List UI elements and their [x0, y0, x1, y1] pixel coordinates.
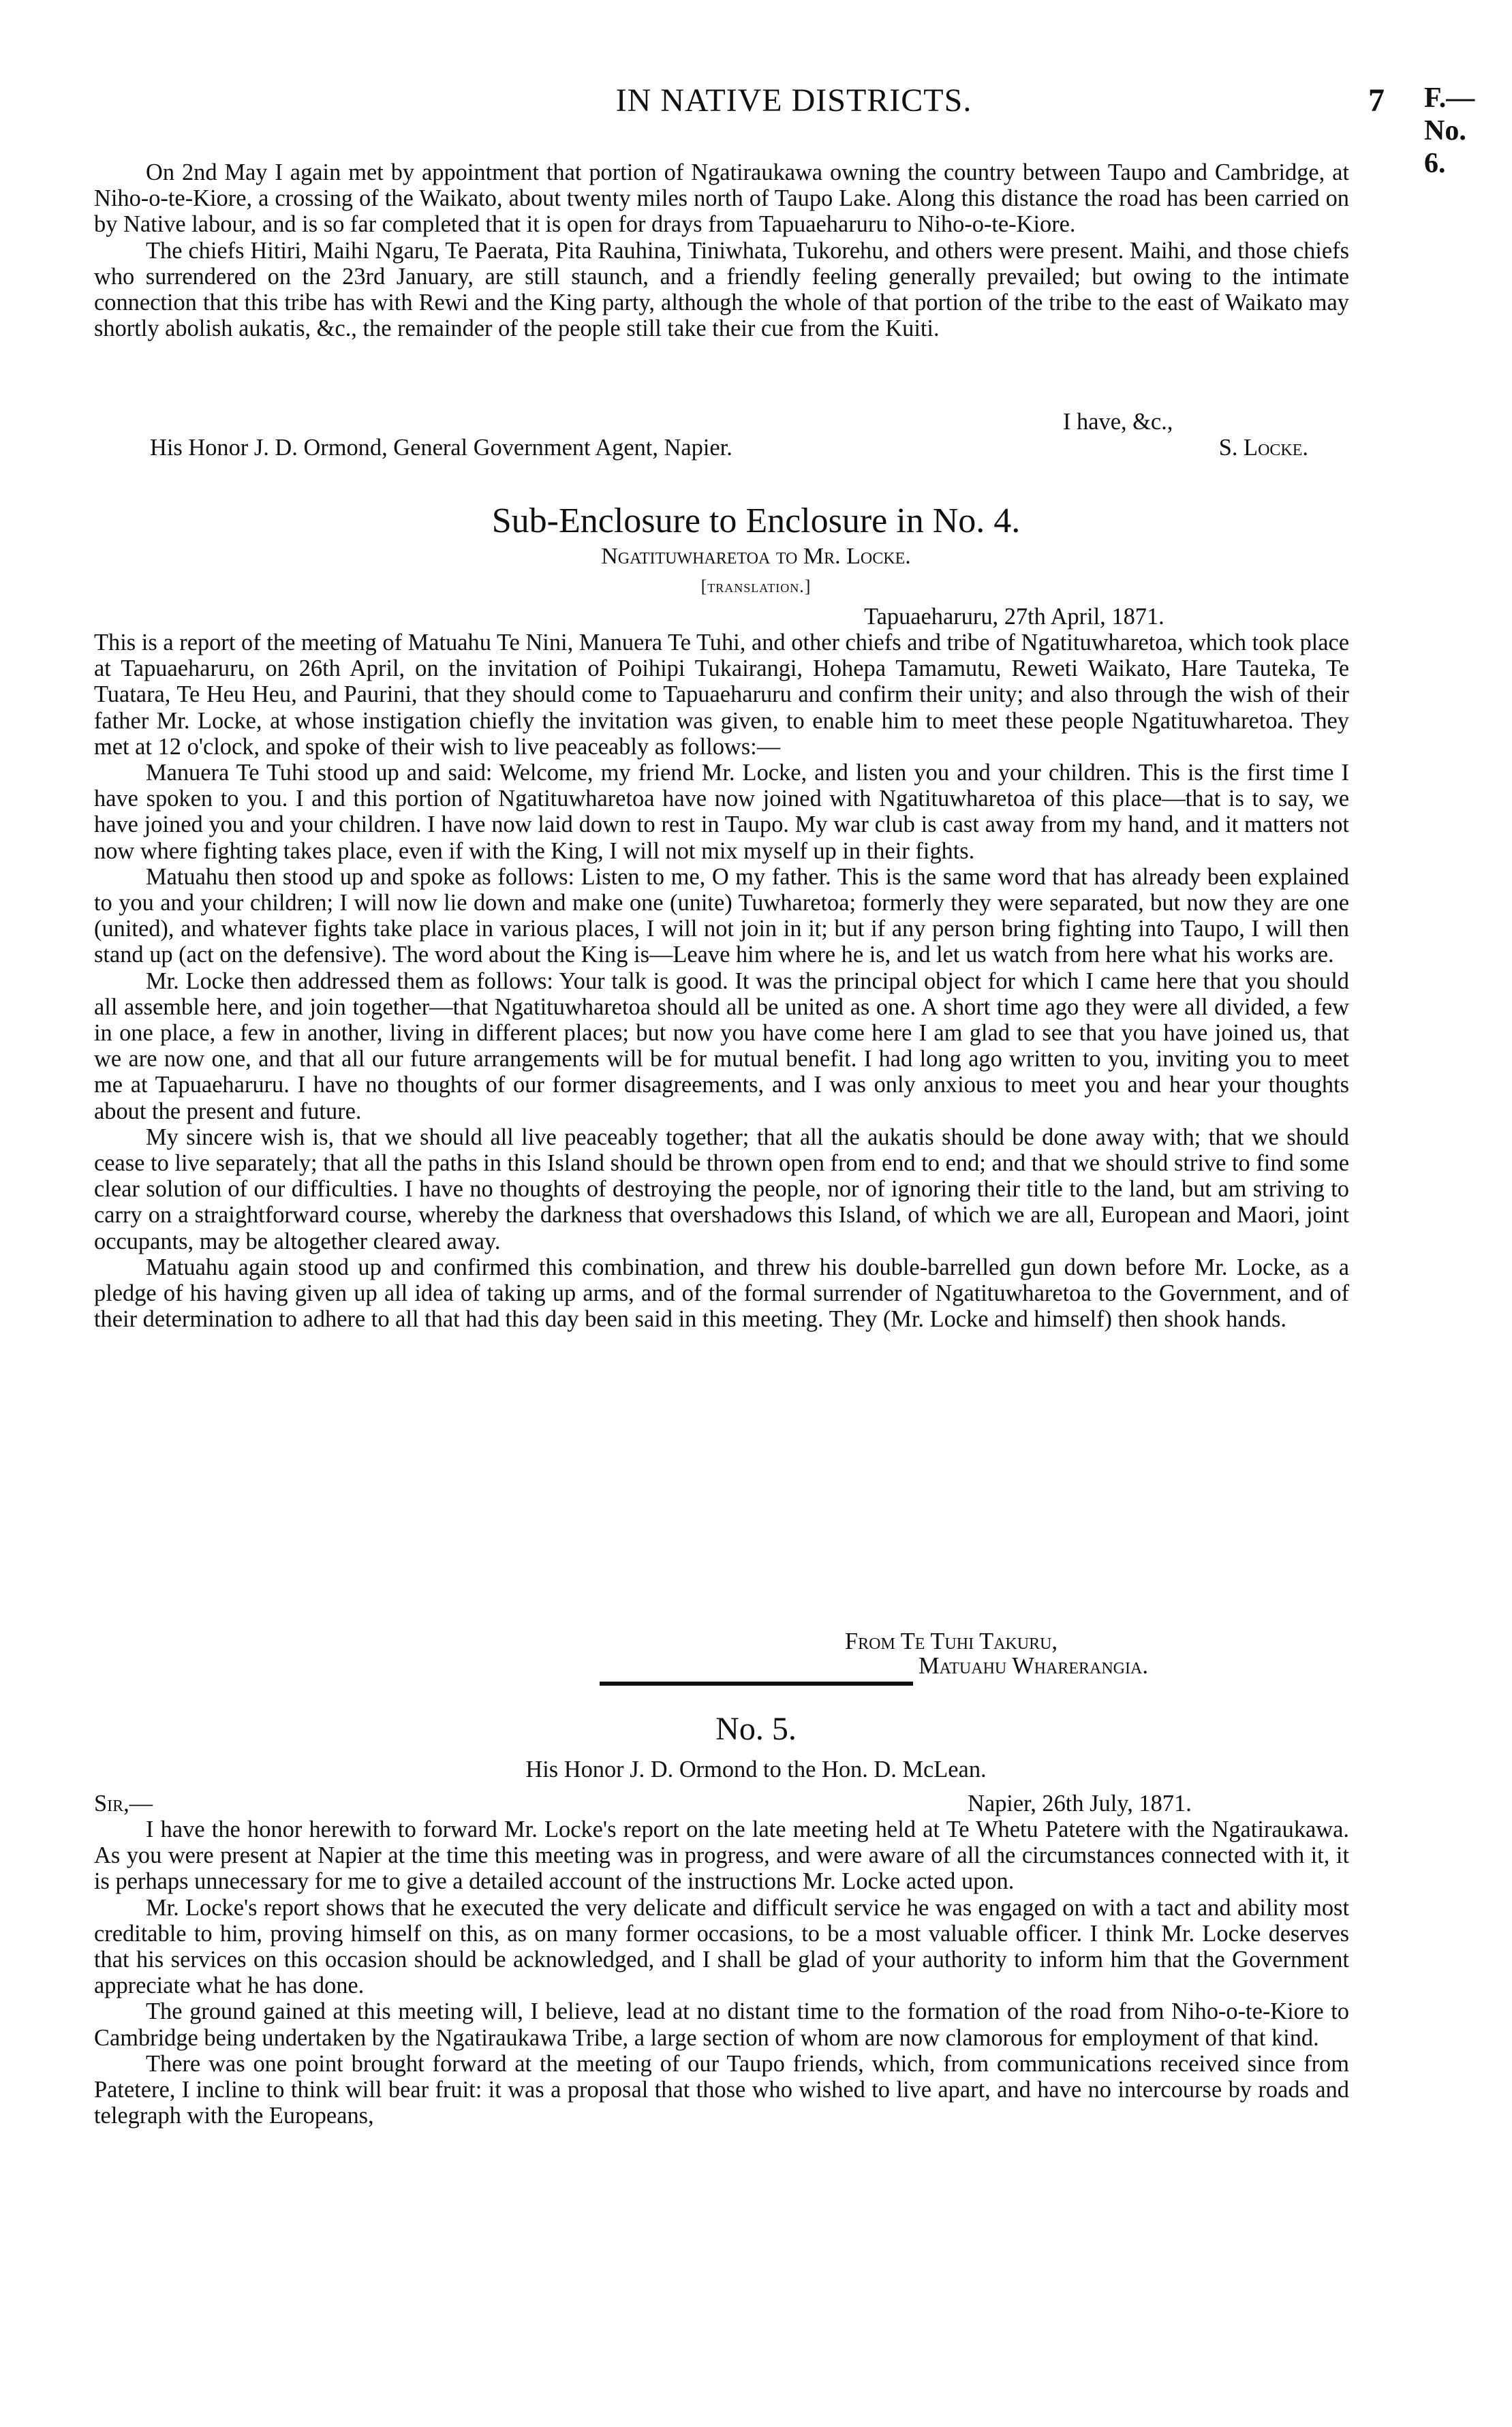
translation-note: [translation.] [700, 576, 812, 596]
no5-body [94, 1817, 1349, 2129]
addressee: His Honor J. D. Ormond, General Government Agent, Napier. [150, 435, 732, 461]
running-title: IN NATIVE DISTRICTS. [615, 82, 972, 119]
paragraph: Mr. Locke then addressed them as follows: Your talk is good. It was the principal object for which I came here that you should all assemble here, and join together—that Ngatituwharetoa should all be united as one. A short time ago they were all divided, a few in one place, a few in another, living in different places; but now you have come here I am glad to see that you have joined us, that we are now one, and that all our future arrangements will be for mutual benefit. I had long ago written to you, inviting you to meet me at Tapuaeharuru. I have no thoughts of our former disagreements, and I was only anxious to meet you and hear your thoughts about the present and future. [94, 968, 1349, 1124]
paragraph: Matuahu then stood up and spoke as follows: Listen to me, O my father. This is the same word that has already been explained to you and your children; I will now lie down and make one (unite) Tuwharetoa; formerly they were separated, but now they are one (united), and whatever fights take place in various places, I will not join in it; but if any person bring fighting into Taupo, I will then stand up (act on the defensive). The word about the King is—Leave him where he is, and let us watch from here what his works are. [94, 863, 1349, 968]
no5-dateline: Napier, 26th July, 1871. [968, 1791, 1192, 1817]
subenclosure-dateline: Tapuaeharuru, 27th April, 1871. [864, 604, 1164, 630]
from-line-2: Matuahu Wharerangia. [919, 1653, 1148, 1679]
paragraph: There was one point brought forward at the meeting of our Taupo friends, which, from communications received since from Patetere, I incline to think will bear fruit: it was a proposal that those who wished to live apart, and have no intercourse by roads and telegraph with the Europeans, [94, 2050, 1349, 2129]
paragraph: Matuahu again stood up and confirmed this combination, and threw his double-barrelled gun down before Mr. Locke, as a pledge of his having given up all idea of taking up arms, and of the formal surrender of Ngatituwharetoa to the Government, and of their determination to adhere to all that had this day been said in this meeting. They (Mr. Locke and himself) then shook hands. [94, 1254, 1349, 1333]
no5-heading: No. 5. [715, 1711, 797, 1747]
signature: S. Locke. [1218, 435, 1308, 461]
salutation: Sir,— [94, 1791, 153, 1817]
paragraph: This is a report of the meeting of Matuahu Te Nini, Manuera Te Tuhi, and other chiefs and tribe of Ngatituwharetoa, which took place at Tapuaeharuru, on 26th April, on the invitation of Poihipi Tukairangi, Hohepa Tamamutu, Reweti Waikato, Hare Tauteka, Te Tuatara, Te Heu Heu, and Paurini, that they should come to Tapuaeharuru and confirm their unity; and also through the wish of their father Mr. Locke, at whose instigation chiefly the invitation was given, to enable him to meet these people Ngatituwharetoa. They met at 12 o'clock, and spoke of their wish to live peaceably as follows:— [94, 630, 1349, 760]
paragraph: Mr. Locke's report shows that he executed the very delicate and difficult service he was engaged on with a tact and ability most creditable to him, proving himself on this, as on many former occasions, to be a most valuable officer. I think Mr. Locke deserves that his services on this occasion should be acknowledged, and I shall be glad of your authority to inform him that the Government appreciate what he has done. [94, 1894, 1349, 1999]
paragraph: My sincere wish is, that we should all live peaceably together; that all the aukatis should be done away with; that we should cease to live separately; that all the paths in this Island should be thrown open from end to end; and that we should strive to find some clear solution of our difficulties. I have no thoughts of destroying the people, nor of ignoring their title to the land, but am striving to carry on a straightforward course, whereby the darkness that overshadows this Island, of which we are all, European and Maori, joint occupants, may be altogether cleared away. [94, 1124, 1349, 1254]
paragraph: On 2nd May I again met by appointment that portion of Ngatiraukawa owning the country between Taupo and Cambridge, at Niho-o-te-Kiore, a crossing of the Waikato, about twenty miles north of Taupo Lake. Along this distance the road has been carried on by Native labour, and is so far completed that it is open for drays from Tapuaeharuru to Niho-o-te-Kiore. [94, 159, 1349, 238]
paragraph: The ground gained at this meeting will, I believe, lead at no distant time to the formation of the road from Niho-o-te-Kiore to Cambridge being undertaken by the Ngatiraukawa Tribe, a large section of whom are now clamorous for employment of that kind. [94, 1998, 1349, 2051]
from-line: From Te Tuhi Takuru, [845, 1628, 1058, 1654]
document-reference: F.—No. 6. [1424, 82, 1475, 179]
page-number: 7 [1368, 82, 1385, 119]
closing: I have, &c., [1063, 409, 1173, 435]
page-header [95, 82, 1492, 179]
subenclosure-heading: Sub-Enclosure to Enclosure in No. 4. [491, 501, 1021, 540]
paragraph: Manuera Te Tuhi stood up and said: Welcome, my friend Mr. Locke, and listen you and your children. This is the first time I have spoken to you. I and this portion of Ngatituwharetoa have now joined with Ngatituwharetoa of this place—that is to say, we have joined you and your children. I have now laid down to rest in Taupo. My war club is cast away from my hand, and it matters not now where fighting takes place, even if with the King, I will not mix myself up in their fights. [94, 760, 1349, 864]
paragraph: I have the honor herewith to forward Mr. Locke's report on the late meeting held at Te Whetu Patetere with the Ngatiraukawa. As you were present at Napier at the time this meeting was in progress, and were aware of all the circumstances connected with it, it is perhaps unnecessary for me to give a detailed account of the instructions Mr. Locke acted upon. [94, 1817, 1349, 1895]
paragraph: The chiefs Hitiri, Maihi Ngaru, Te Paerata, Pita Rauhina, Tiniwhata, Tukorehu, and others were present. Maihi, and those chiefs who surrendered on the 23rd January, are still staunch, and a friendly feeling generally prevailed; but owing to the intimate connection that this tribe has with Rewi and the King party, although the whole of that portion of the tribe to the east of Waikato may shortly abolish aukatis, &c., the remainder of the people still take their cue from the Kuiti. [94, 237, 1349, 342]
letter1-body [94, 159, 1349, 341]
section-divider [600, 1682, 913, 1686]
subenclosure-subheading: Ngatituwharetoa to Mr. Locke. [601, 544, 911, 569]
no5-subheading: His Honor J. D. Ormond to the Hon. D. McLean. [525, 1757, 987, 1782]
subenclosure-body [94, 630, 1349, 1332]
